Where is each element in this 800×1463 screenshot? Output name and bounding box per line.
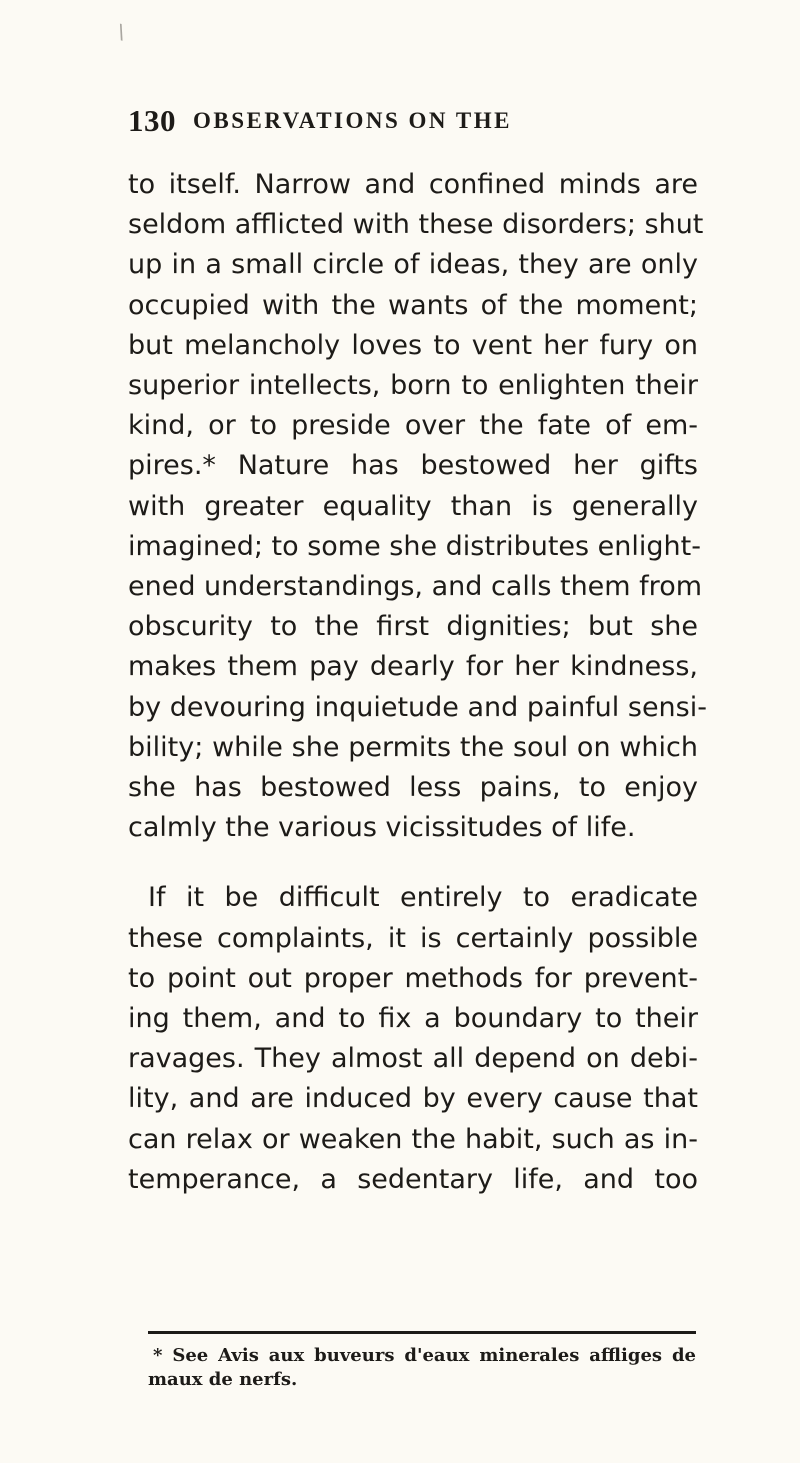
text-line: ing them, and to fix a boundary to their <box>128 1003 698 1035</box>
text-line: calmly the various vicissitudes of life. <box>128 812 636 844</box>
text-line: kind, or to preside over the fate of em- <box>128 410 698 442</box>
text-line: temperance, a sedentary life, and too <box>128 1163 698 1195</box>
footnote-line: maux de nerfs. <box>148 1369 298 1390</box>
text-line: superior intellects, born to enlighten their <box>128 370 698 402</box>
text-line: ravages. They almost all depend on debi- <box>128 1043 698 1075</box>
text-line: she has bestowed less pains, to enjoy <box>128 772 698 804</box>
text-line: up in a small circle of ideas, they are only <box>128 249 698 281</box>
footnote-line: * See Avis aux buveurs d'eaux minerales affliges de <box>153 1345 696 1366</box>
text-line: pires.* Nature has bestowed her gifts <box>128 450 698 482</box>
text-line: with greater equality than is generally <box>128 490 698 522</box>
text-line: ened understandings, and calls them from <box>128 571 703 603</box>
text-line: to itself. Narrow and confined minds are <box>128 169 698 200</box>
running-head <box>128 103 688 143</box>
footnote <box>148 1344 696 1392</box>
text-line: obscurity to the first dignities; but she <box>128 611 698 643</box>
text-line: but melancholy loves to vent her fury on <box>128 329 698 361</box>
text-line: bility; while she permits the soul on which <box>128 731 698 763</box>
text-line: If it be difficult entirely to eradicate <box>148 882 698 914</box>
page-number: 130 <box>128 103 176 138</box>
paragraph-break <box>128 848 698 878</box>
text-line: by devouring inquietude and painful sensi- <box>128 691 707 723</box>
footnote-rule <box>148 1331 696 1334</box>
text-line: makes them pay dearly for her kindness, <box>128 651 698 683</box>
text-line: to point out proper methods for prevent- <box>128 962 698 994</box>
text-line: can relax or weaken the habit, such as in- <box>128 1123 698 1155</box>
text-line: lity, and are induced by every cause that <box>128 1083 698 1115</box>
text-line: these complaints, it is certainly possible <box>128 922 698 954</box>
text-line: imagined; to some she distributes enlight- <box>128 530 701 562</box>
text-line: occupied with the wants of the moment; <box>128 289 698 321</box>
body-text <box>128 165 707 1200</box>
running-head-title: OBSERVATIONS ON THE <box>193 108 512 133</box>
paragraph-1 <box>128 165 707 848</box>
text-line: seldom afflicted with these disorders; shut <box>128 209 704 241</box>
paragraph-2 <box>128 878 698 1200</box>
stray-mark: \ <box>115 19 127 46</box>
